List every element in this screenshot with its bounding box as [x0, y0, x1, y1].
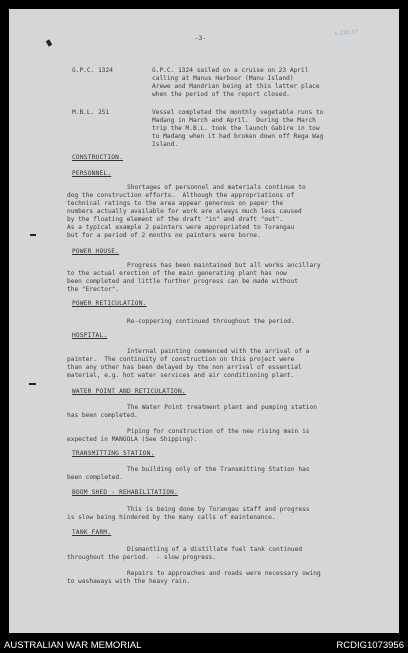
- paragraph-line: Shortages of personnel and materials continue to: [127, 184, 306, 191]
- archive-name: AUSTRALIAN WAR MEMORIAL: [4, 640, 142, 651]
- page-number: -3-: [195, 35, 206, 42]
- paragraph-line: is slow being hindered by the many calls of maintenance.: [67, 514, 276, 521]
- punch-mark: [29, 383, 36, 385]
- section-heading-transmitting-station: TRANSMITTING STATION.: [72, 450, 155, 457]
- entry-line: to Madang when it had broken down off Rega Wag: [152, 133, 324, 140]
- punch-mark: [46, 39, 52, 46]
- entry-code: M.B.L. 251: [72, 109, 110, 116]
- paragraph-line: than any other has been delayed by the non arrival of essential: [67, 364, 302, 371]
- paragraph-line: The building only of the Transmitting Station has: [127, 466, 310, 473]
- entry-line: calling at Manus Harbour (Manu Island): [152, 75, 294, 82]
- paragraph-line: numbers actually available for work are always much less caused: [67, 208, 302, 215]
- paragraph-line: expected in MANGOLA (See Shipping).: [67, 436, 198, 443]
- paragraph-line: but for a period of 2 months no painters were borne.: [67, 232, 261, 239]
- paragraph-line: dog the construction efforts. Although the appropriations of: [67, 192, 295, 199]
- entry-line: Vessel completed the monthly vegetable runs to: [152, 109, 324, 116]
- section-heading-power-house: POWER HOUSE.: [72, 248, 120, 255]
- paragraph-line: Progress has been maintained but all works ancillary: [127, 262, 321, 269]
- paragraph-line: been completed.: [67, 474, 123, 481]
- document-page: [9, 9, 399, 633]
- paragraph-line: Piping for construction of the new rising main is: [127, 428, 310, 435]
- reference-mark: s.118.17: [333, 29, 359, 37]
- paragraph-line: Dismantling of a distillate fuel tank continued: [127, 546, 303, 553]
- archive-footer: [0, 637, 408, 653]
- paragraph-line: The Water Point treatment plant and pumping station: [127, 404, 317, 411]
- paragraph-line: Re-coppering continued throughout the period.: [127, 318, 295, 325]
- paragraph-line: throughout the period. - slow progress.: [67, 554, 217, 561]
- section-heading-power-reticulation: POWER RETICULATION.: [72, 300, 147, 307]
- section-heading-water-point: WATER POINT AND RETICULATION.: [72, 388, 186, 395]
- entry-line: Island.: [152, 141, 179, 148]
- section-heading-hospital: HOSPITAL.: [72, 332, 108, 339]
- entry-line: Arewe and Mandrian being at this latter place: [152, 83, 320, 90]
- paragraph-line: Repairs to approaches and roads were necessary owing: [127, 570, 321, 577]
- section-heading-construction: CONSTRUCTION.: [72, 154, 124, 161]
- paragraph-line: material, e.g. hot water services and air conditioning plant.: [67, 372, 295, 379]
- paragraph-line: to the actual erection of the main generating plant has now: [67, 270, 287, 277]
- punch-mark: [30, 234, 36, 236]
- paragraph-line: the "Erector".: [67, 286, 120, 293]
- entry-line: trip the M.B.L. took the launch Gabire in tow: [152, 125, 320, 132]
- entry-line: Madang in March and April. During the March: [152, 117, 316, 124]
- section-heading-tank-farm: TANK FARM.: [72, 529, 112, 536]
- entry-line: when the period of the report closed.: [152, 91, 290, 98]
- archive-id: RCDIG1073956: [336, 640, 404, 651]
- paragraph-line: This is being done by Torangau staff and progress: [127, 506, 310, 513]
- paragraph-line: to washaways with the heavy rain.: [67, 578, 190, 585]
- section-heading-personnel: PERSONNEL.: [72, 170, 112, 177]
- paragraph-line: by the floating element of the draft "in" and draft "out".: [67, 216, 284, 223]
- paragraph-line: painter. The continuity of construction on this project were: [67, 356, 295, 363]
- section-heading-boom-shed: BOOM SHED - REHABILITATION.: [72, 489, 178, 496]
- paragraph-line: been completed and little further progress can be made without: [67, 278, 298, 285]
- paragraph-line: technical ratings to the area appear generous on paper the: [67, 200, 284, 207]
- entry-line: G.P.C. 1324 sailed on a cruise on 23 April: [152, 67, 309, 74]
- entry-code: G.P.C. 1324: [72, 67, 113, 74]
- paragraph-line: has been completed.: [67, 412, 138, 419]
- paragraph-line: As a typical example 2 painters were appropriated to Torangau: [67, 224, 295, 231]
- paragraph-line: Internal painting commenced with the arrival of a: [127, 348, 310, 355]
